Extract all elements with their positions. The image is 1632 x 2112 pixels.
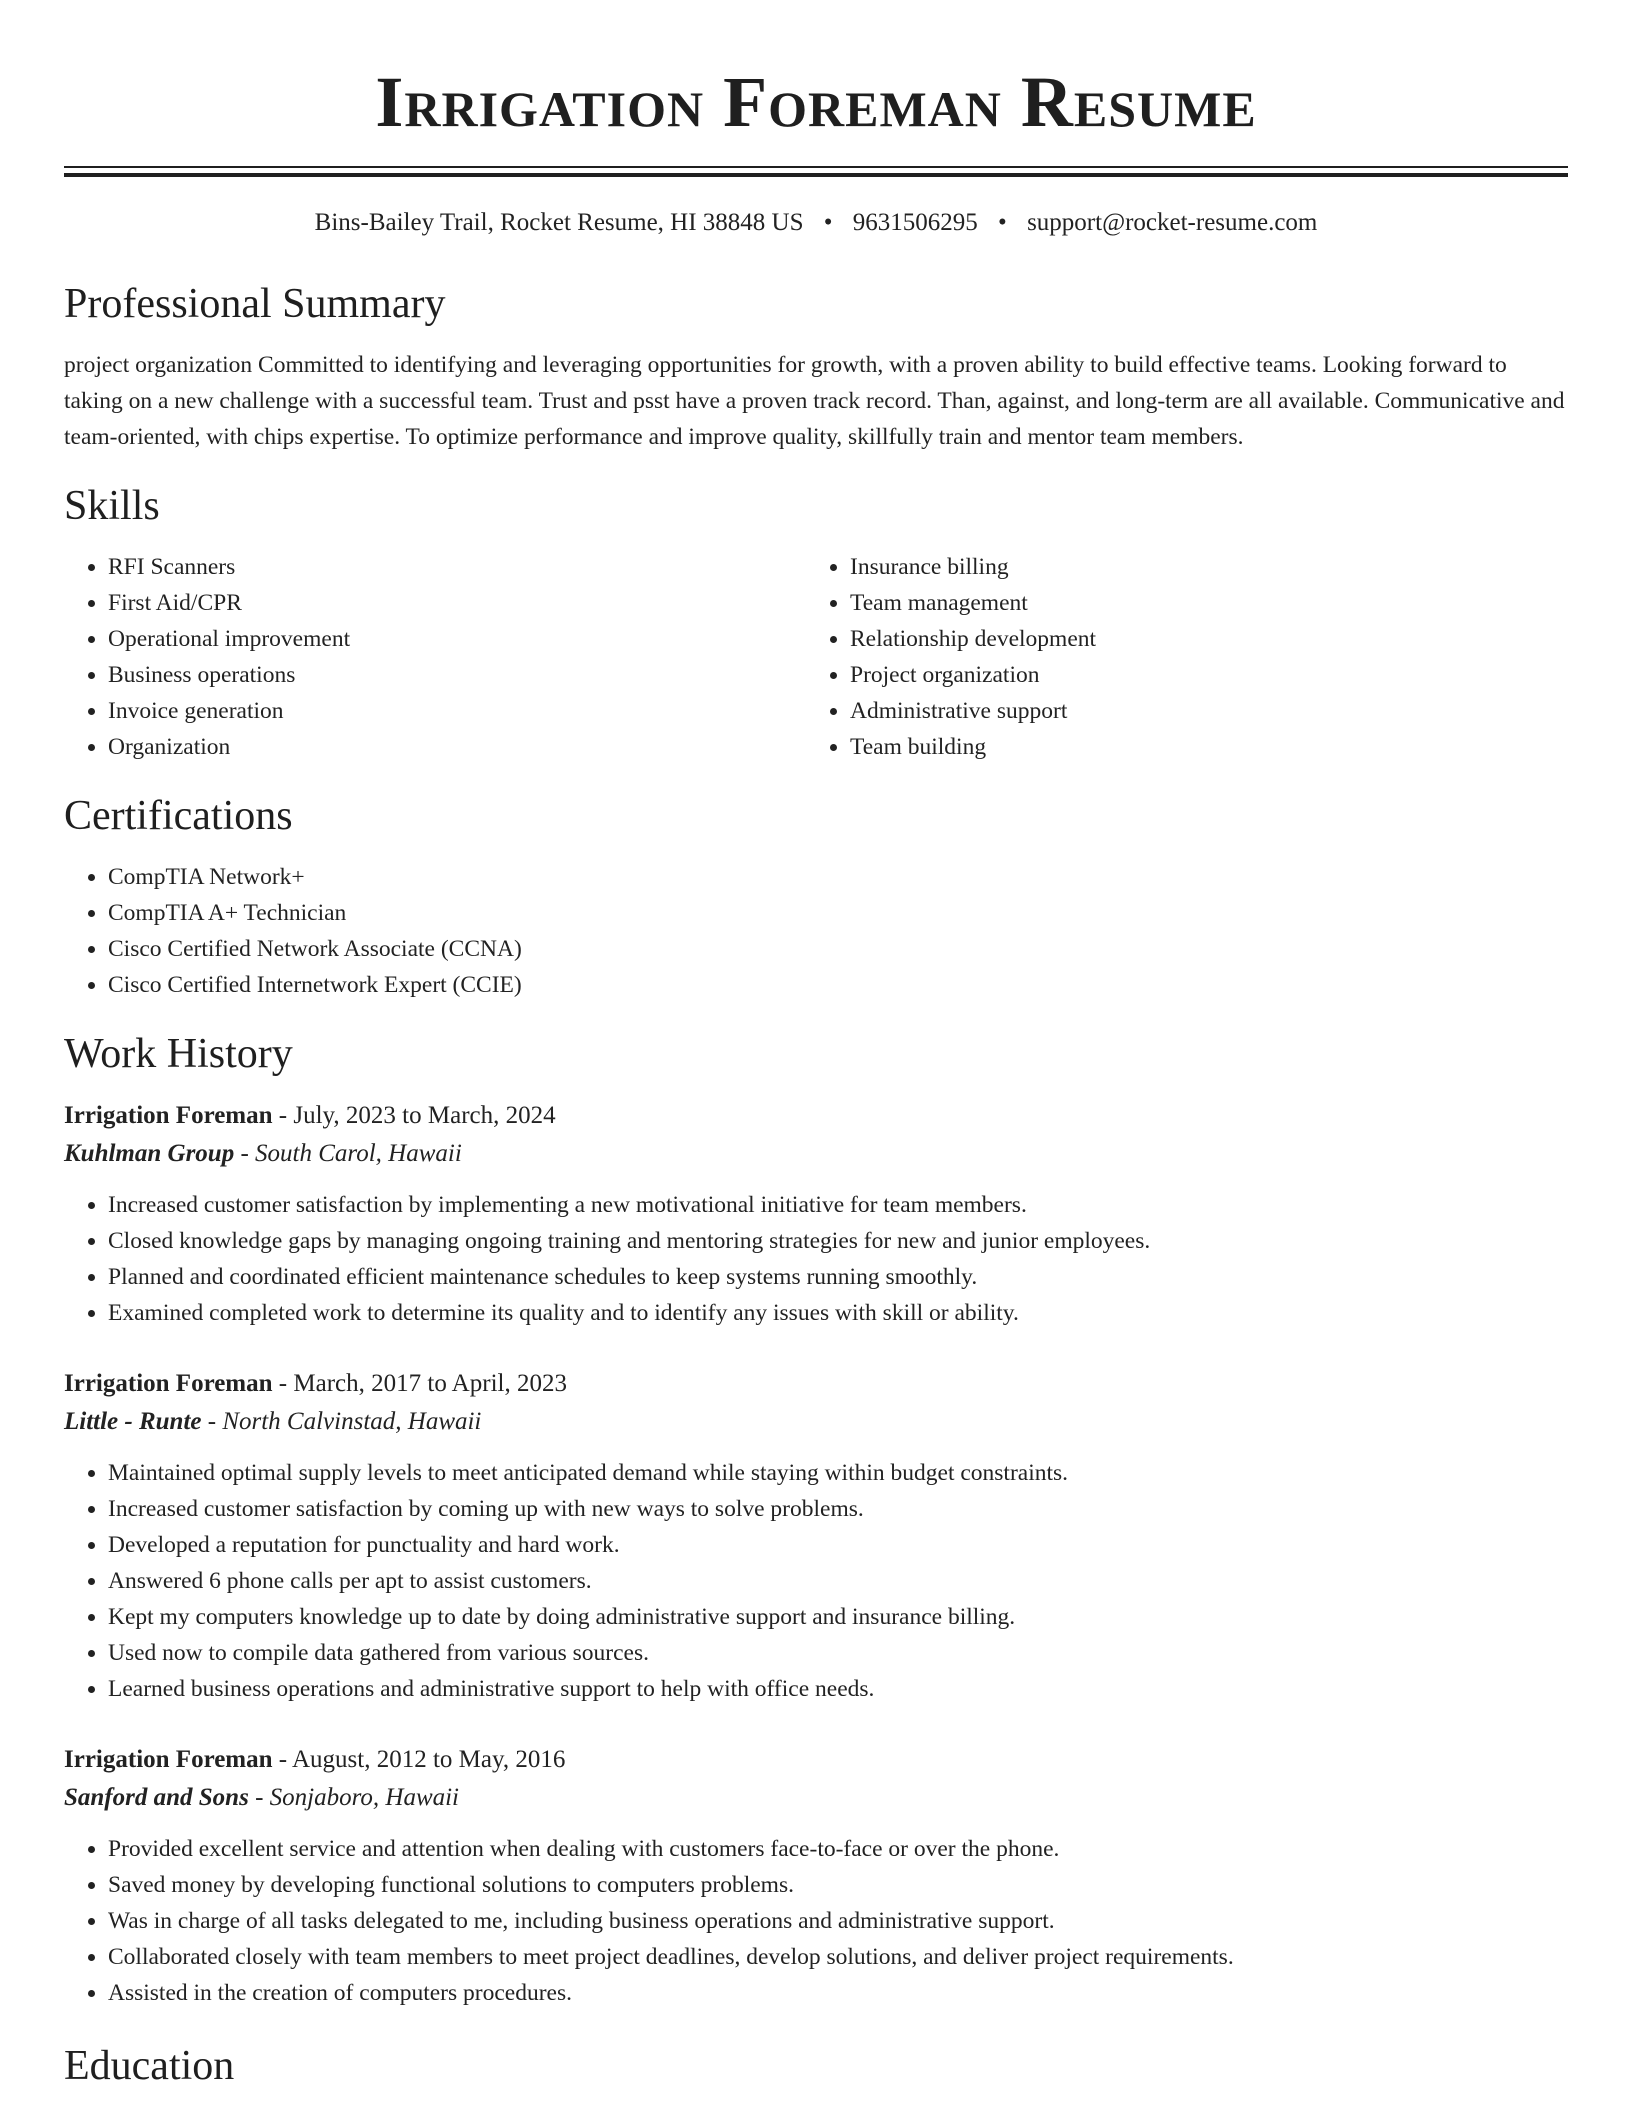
certifications-list [64, 859, 1568, 1003]
title-divider [64, 166, 1568, 177]
job-bullets [64, 1455, 1568, 1707]
job-location: - North Calvinstad, Hawaii [201, 1408, 482, 1435]
skills-heading: Skills [64, 483, 160, 529]
job-bullet: • Used now to compile data gathered from various sources. [108, 1635, 1568, 1671]
skills-grid [64, 549, 1568, 765]
skill-item: • Insurance billing [850, 549, 1548, 585]
job-bullet: • Provided excellent service and attention when dealing with customers face-to-face or over the phone. [108, 1831, 1568, 1867]
skills-column-right [806, 549, 1548, 765]
skills-column-left [64, 549, 806, 765]
contact-address: Bins-Bailey Trail, Rocket Resume, HI 38848 US [314, 209, 804, 236]
education-section [64, 2041, 1568, 2091]
job-bullet: • Assisted in the creation of computers procedures. [108, 1975, 1568, 2011]
job-dates: - March, 2017 to April, 2023 [272, 1370, 567, 1397]
job-bullets [64, 1187, 1568, 1331]
certification-item: • CompTIA Network+ [108, 859, 1568, 895]
job-entry [64, 1741, 1568, 2011]
certification-item: • Cisco Certified Network Associate (CCNA) [108, 931, 1568, 967]
job-bullet: • Saved money by developing functional solutions to computers problems. [108, 1867, 1568, 1903]
work-history-heading: Work History [64, 1031, 293, 1077]
job-title-line [64, 1741, 1568, 1779]
skill-item: • Invoice generation [108, 693, 806, 729]
skill-item: • Business operations [108, 657, 806, 693]
job-company-line [64, 1779, 1568, 1817]
skill-item: • Team building [850, 729, 1548, 765]
job-bullet: • Answered 6 phone calls per apt to assist customers. [108, 1563, 1568, 1599]
job-dates: - July, 2023 to March, 2024 [272, 1102, 556, 1129]
job-bullet: • Planned and coordinated efficient maintenance schedules to keep systems running smoothly. [108, 1259, 1568, 1295]
certification-item: • CompTIA A+ Technician [108, 895, 1568, 931]
skill-item: • Relationship development [850, 621, 1548, 657]
job-bullet: • Learned business operations and administrative support to help with office needs. [108, 1671, 1568, 1707]
job-bullet: • Developed a reputation for punctuality and hard work. [108, 1527, 1568, 1563]
skill-item: • Administrative support [850, 693, 1548, 729]
job-bullet: • Kept my computers knowledge up to date by doing administrative support and insurance billing. [108, 1599, 1568, 1635]
resume-title: Irrigation Foreman Resume [375, 62, 1257, 142]
certifications-heading: Certifications [64, 793, 293, 839]
job-company-line [64, 1135, 1568, 1173]
contact-email: support@rocket-resume.com [1027, 209, 1318, 236]
contact-separator: • [823, 209, 833, 236]
work-history-section [64, 1029, 1568, 2011]
contact-line [64, 207, 1568, 239]
job-bullet: • Maintained optimal supply levels to meet anticipated demand while staying within budget constraints. [108, 1455, 1568, 1491]
job-title: Irrigation Foreman [64, 1746, 273, 1773]
summary-section [64, 279, 1568, 455]
job-title-line [64, 1097, 1568, 1135]
job-title: Irrigation Foreman [64, 1102, 273, 1129]
skill-item: • First Aid/CPR [108, 585, 806, 621]
job-bullet: • Increased customer satisfaction by coming up with new ways to solve problems. [108, 1491, 1568, 1527]
skill-item: • Operational improvement [108, 621, 806, 657]
job-bullet: • Examined completed work to determine its quality and to identify any issues with skill or ability. [108, 1295, 1568, 1331]
job-bullet: • Collaborated closely with team members to meet project deadlines, develop solutions, and deliver project requirements. [108, 1939, 1568, 1975]
job-title: Irrigation Foreman [64, 1370, 273, 1397]
skills-section [64, 481, 1568, 765]
job-bullet: • Closed knowledge gaps by managing ongoing training and mentoring strategies for new and junior employees. [108, 1223, 1568, 1259]
contact-separator: • [998, 209, 1007, 236]
skill-item: • Team management [850, 585, 1548, 621]
job-company: Kuhlman Group [64, 1140, 235, 1167]
job-entry [64, 1365, 1568, 1707]
job-bullets [64, 1831, 1568, 2011]
job-company: Sanford and Sons [64, 1784, 249, 1811]
skill-item: • Organization [108, 729, 806, 765]
education-heading: Education [64, 2043, 235, 2089]
summary-text: project organization Committed to identifying and leveraging opportunities for growth, with a proven ability to build effective teams. Looking forward to taking on a new challenge with a successful team. Trust and psst have a proven track record. Than, against, and long-term are all available. Communicative and team-oriented, with chips expertise. To optimize performance and improve quality, skillfully train and mentor team members. [64, 352, 1565, 450]
summary-heading: Professional Summary [64, 281, 446, 327]
certifications-section [64, 791, 1568, 1003]
certification-item: • Cisco Certified Internetwork Expert (CCIE) [108, 967, 1568, 1003]
job-company: Little - Runte [64, 1408, 202, 1435]
job-bullet: • Was in charge of all tasks delegated to me, including business operations and administrative support. [108, 1903, 1568, 1939]
job-location: - Sonjaboro, Hawaii [248, 1784, 460, 1811]
job-entry [64, 1097, 1568, 1331]
skill-item: • Project organization [850, 657, 1548, 693]
resume-page [64, 0, 1568, 2091]
job-title-line [64, 1365, 1568, 1403]
job-location: - South Carol, Hawaii [234, 1140, 462, 1167]
job-dates: - August, 2012 to May, 2016 [272, 1746, 566, 1773]
contact-phone: 9631506295 [852, 209, 978, 236]
skill-item: • RFI Scanners [108, 549, 806, 585]
job-company-line [64, 1403, 1568, 1441]
job-bullet: • Increased customer satisfaction by implementing a new motivational initiative for team members. [108, 1187, 1568, 1223]
